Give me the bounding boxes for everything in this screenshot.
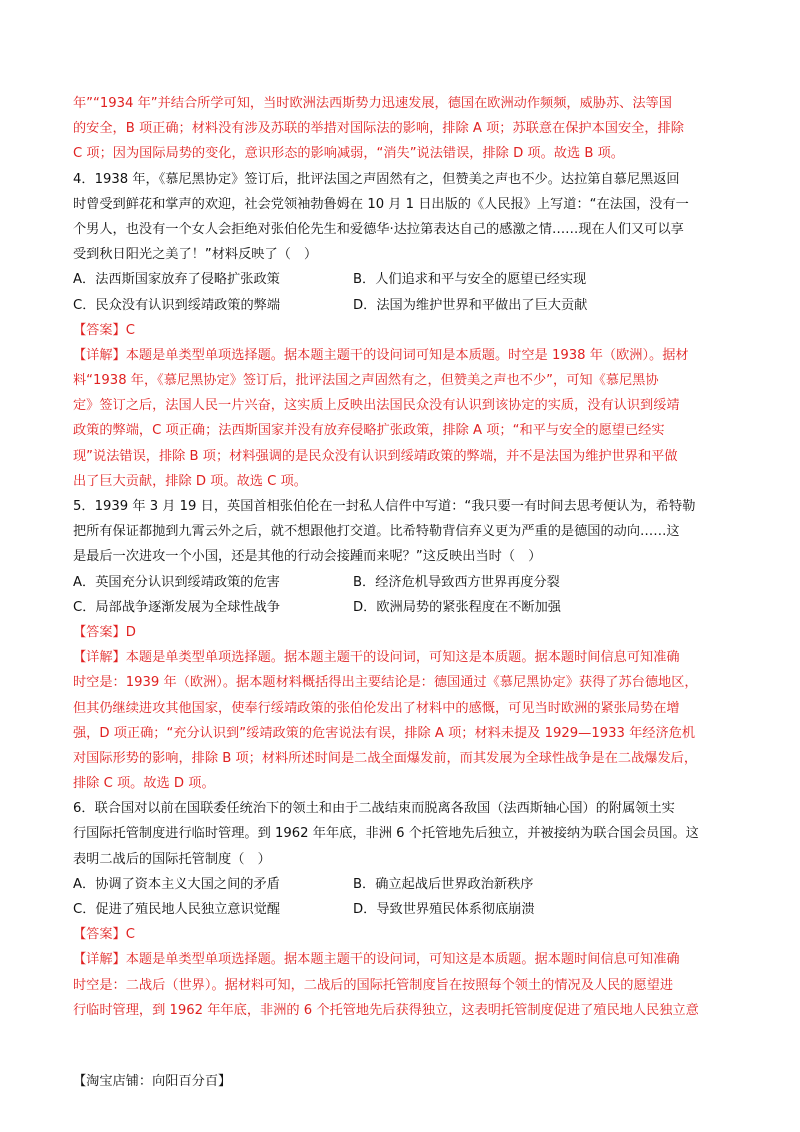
option-a: A．法西斯国家放弃了侵略扩张政策	[73, 272, 280, 288]
option-a: A．英国充分认识到绥靖政策的危害	[73, 574, 280, 590]
question-5	[73, 494, 733, 796]
options-row	[73, 293, 733, 318]
analysis-line: 【详解】本题是单类型单项选择题。据本题主题干的设问词，可知这是本质题。据本题时间信息可知准确	[73, 952, 680, 968]
options-row	[73, 267, 733, 292]
analysis-line: 行临时管理，到 1962 年年底，非洲的 6 个托管地先后获得独立，这表明托管制度促进了殖民地人民独立意	[73, 1002, 699, 1018]
analysis-line: 现”说法错误，排除 B 项；材料强调的是民众没有认识到绥靖政策的弊端，并不是法国为维护世界和平做	[73, 448, 678, 464]
analysis-line: 政策的弊端，C 项正确；法西斯国家并没有放弃侵略扩张政策，排除 A 项；“和平与安全的愿望已经实	[73, 423, 665, 439]
question-stem-line: 6．联合国对以前在国联委任统治下的领土和由于二战结束而脱离各敌国（法西斯轴心国）的附属领土实	[73, 801, 675, 817]
options-row	[73, 872, 733, 897]
question-stem-line: 个男人，也没有一个女人会拒绝对张伯伦先生和爱德华·达拉第表达自己的感激之情……现在人们又可以享	[73, 221, 684, 237]
analysis-line: 出了巨大贡献，排除 D 项。故选 C 项。	[73, 473, 307, 489]
option-b: B．确立起战后世界政治新秩序	[353, 876, 534, 892]
analysis-line: 时空是：二战后（世界）。据材料可知，二战后的国际托管制度旨在按照每个领土的情况及人民的愿望进	[73, 977, 674, 993]
options-row	[73, 897, 733, 922]
option-b: B．经济危机导致西方世界再度分裂	[353, 574, 560, 590]
analysis-line: 时空是：1939 年（欧洲）。据本题材料概括得出主要结论是：德国通过《慕尼黑协定》获得了苏台德地区，	[73, 675, 698, 691]
option-b: B．人们追求和平与安全的愿望已经实现	[353, 272, 587, 288]
answer-label: 【答案】D	[73, 624, 136, 640]
question-stem-line: 受到秋日阳光之美了！”材料反映了（ ）	[73, 247, 318, 263]
intro-analysis	[73, 91, 733, 167]
analysis-line: 对国际形势的影响，排除 B 项；材料所述时间是二战全面爆发前，而其发展为全球性战争是在二战爆发后，	[73, 750, 698, 766]
question-stem-line: 行国际托管制度进行临时管理。到 1962 年年底，非洲 6 个托管地先后独立，并被接纳为联合国会员国。这	[73, 826, 699, 842]
text-line: 年”“1934 年”并结合所学可知，当时欧洲法西斯势力迅速发展，德国在欧洲动作频频，威胁苏、法等国	[73, 96, 672, 111]
option-d: D．法国为维护世界和平做出了巨大贡献	[353, 297, 588, 313]
page-content	[73, 91, 733, 1023]
option-c: C．局部战争逐渐发展为全球性战争	[73, 599, 281, 615]
text-line: C 项；因为国际局势的变化，意识形态的影响减弱，“消失”说法错误，排除 D 项。故选 B 项。	[73, 146, 624, 162]
question-stem-line: 5．1939 年 3 月 19 日，英国首相张伯伦在一封私人信件中写道：“我只要一有时间去思考便认为，希特勒	[73, 499, 696, 514]
option-a: A．协调了资本主义大国之间的矛盾	[73, 876, 280, 892]
question-stem-line: 是最后一次进攻一个小国，还是其他的行动会接踵而来呢？”这反映出当时（ ）	[73, 549, 542, 565]
question-stem-line: 4．1938 年，《慕尼黑协定》签订后，批评法国之声固然有之，但赞美之声也不少。达拉第自慕尼黑返回	[73, 171, 680, 187]
question-stem-line: 表明二战后的国际托管制度（ ）	[73, 851, 271, 867]
analysis-line: 【详解】本题是单类型单项选择题。据本题主题干的设问词，可知这是本质题。据本题时间信息可知准确	[73, 650, 680, 666]
analysis-line: 【详解】本题是单类型单项选择题。据本题主题干的设问词可知是本质题。时空是 1938 年（欧洲）。据材	[73, 347, 689, 363]
analysis-line: 排除 C 项。故选 D 项。	[73, 776, 215, 792]
option-d: D．欧洲局势的紧张程度在不断加强	[353, 599, 561, 615]
footer-shop-label: 【淘宝店铺：向阳百分百】	[73, 1074, 232, 1089]
analysis-line: 料“1938 年，《慕尼黑协定》签订后，批评法国之声固然有之，但赞美之声也不少”，可知《慕尼黑协	[73, 373, 659, 389]
analysis-line: 定》签订之后，法国人民一片兴奋，这实质上反映出法国民众没有认识到该协定的实质，没有认识到绥靖	[73, 398, 680, 414]
text-line: 的安全，B 项正确；材料没有涉及苏联的举措对国际法的影响，排除 A 项；苏联意在保护本国安全，排除	[73, 121, 684, 137]
question-6	[73, 796, 733, 1023]
options-row	[73, 570, 733, 595]
analysis-line: 但其仍继续进攻其他国家，使奉行绥靖政策的张伯伦发出了材料中的感慨，可见当时欧洲的紧张局势在增	[73, 700, 680, 716]
question-stem-line: 时曾受到鲜花和掌声的欢迎，社会党领袖勃鲁姆在 10 月 1 日出版的《人民报》上写道：“在法国，没有一	[73, 196, 689, 212]
option-c: C．民众没有认识到绥靖政策的弊端	[73, 297, 281, 313]
answer-label: 【答案】C	[73, 927, 135, 943]
option-d: D．导致世界殖民体系彻底崩溃	[353, 902, 535, 917]
analysis-line: 强，D 项正确；“充分认识到”绥靖政策的危害说法有误，排除 A 项；材料未提及 1929—1933 年经济危机	[73, 725, 696, 741]
answer-label: 【答案】C	[73, 322, 135, 338]
question-4	[73, 167, 733, 494]
question-stem-line: 把所有保证都抛到九霄云外之后，就不想跟他打交道。比希特勒背信弃义更为严重的是德国的动向……这	[73, 524, 680, 540]
options-row	[73, 595, 733, 620]
option-c: C．促进了殖民地人民独立意识觉醒	[73, 902, 281, 917]
